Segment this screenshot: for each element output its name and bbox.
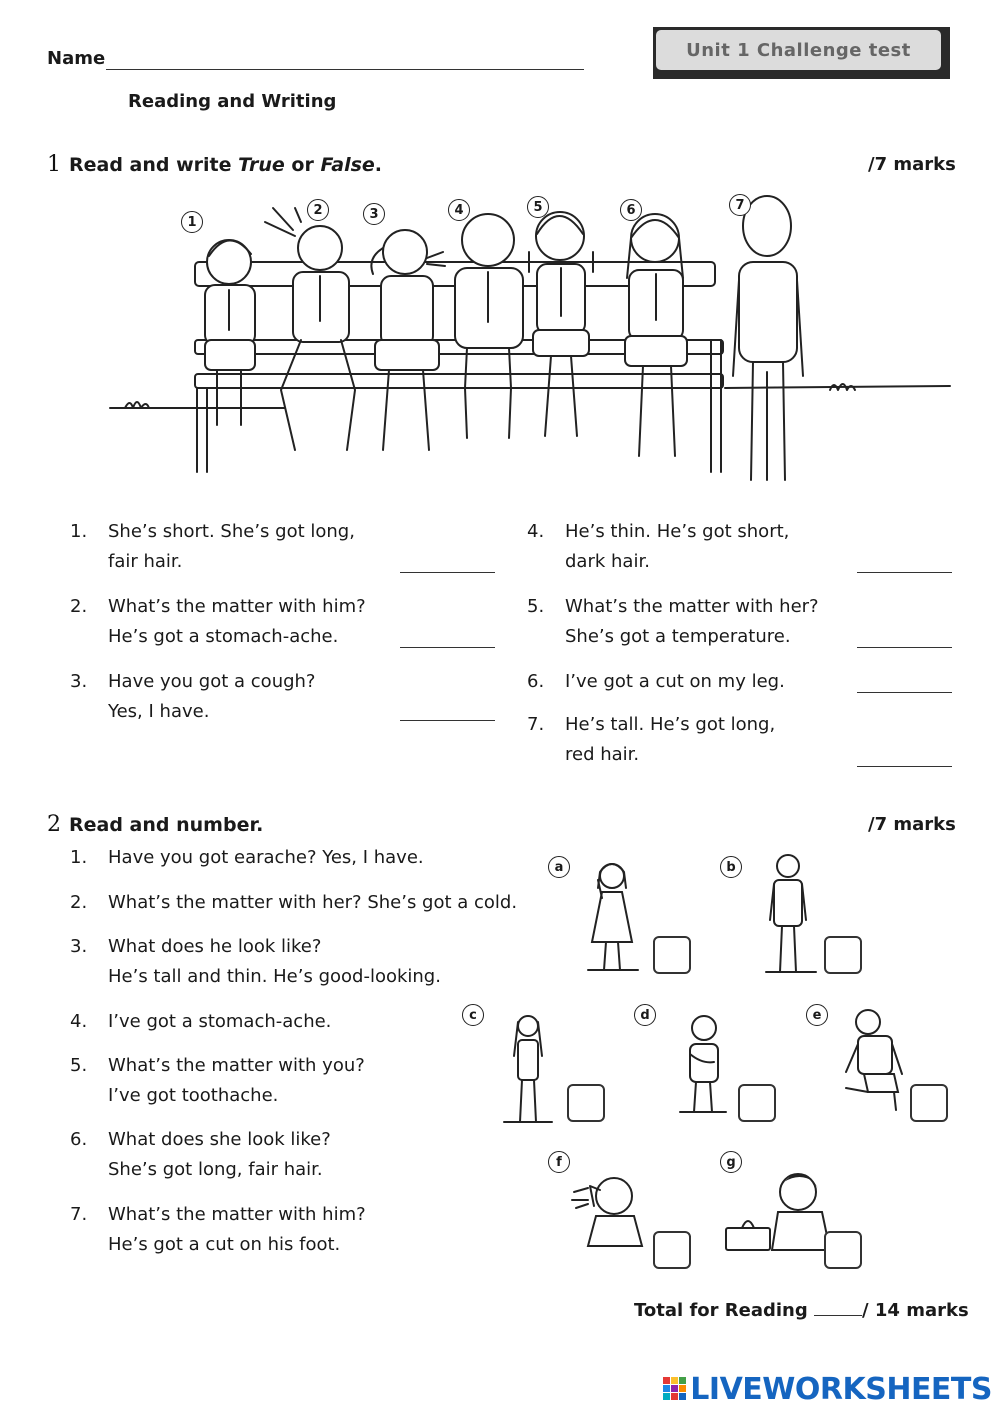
s1-answer-2[interactable] [400,647,495,648]
s1-answer-5[interactable] [857,647,952,648]
s1-answer-7[interactable] [857,766,952,767]
s1-q3-line2: Yes, I have. [108,701,210,722]
s2-sentence-4 [70,1007,470,1037]
s2-s6-line2: She’s got long, fair hair. [108,1159,323,1180]
s1-q3-line1: Have you got a cough? [108,671,316,692]
section2-number: 2 [47,812,61,837]
s1-q7-line2: red hair. [565,744,640,765]
liveworksheets-icon [662,1375,688,1405]
bench-illustration [105,190,955,500]
section1-title-false: False [320,154,375,176]
total-label: Total for Reading [634,1300,815,1321]
s1-q5-num: 5. [527,596,545,617]
s1-q2-line2: He’s got a stomach-ache. [108,626,339,647]
s1-answer-4[interactable] [857,572,952,573]
section1-marks: /7 marks [868,154,956,175]
man-7 [733,196,803,480]
section2-title-text: Read and number. [69,814,264,836]
s2-s6-num: 6. [70,1129,88,1150]
s2-sentence-2 [70,888,540,918]
s2-s1-num: 1. [70,847,88,868]
s1-answer-1[interactable] [400,572,495,573]
figure-label-6: 6 [620,199,642,221]
s1-question-2 [70,592,400,652]
picture-label-c: c [462,1004,484,1026]
total-reading [634,1300,969,1321]
s1-q6-num: 6. [527,671,545,692]
s2-s6-line1: What does she look like? [108,1129,331,1150]
section1-title-end: . [374,154,382,176]
child-6 [625,214,687,456]
s2-sentence-3 [70,932,540,992]
s1-q4-num: 4. [527,521,545,542]
s1-q1-line1: She’s short. She’s got long, [108,521,355,542]
s2-sentence-7 [70,1200,470,1260]
answer-box-a[interactable] [653,936,691,974]
s1-question-5 [527,592,857,652]
s1-answer-3[interactable] [400,720,495,721]
picture-b-tall-man [758,852,828,977]
total-max: / 14 marks [862,1300,969,1321]
s2-s4-line1: I’ve got a stomach-ache. [108,1011,332,1032]
s2-s5-num: 5. [70,1055,88,1076]
s1-q1-num: 1. [70,521,88,542]
child-1 [205,240,255,425]
total-score-field[interactable] [814,1315,862,1316]
picture-d-boy-stomach-ache [670,1010,732,1120]
s2-s7-num: 7. [70,1204,88,1225]
child-2 [265,208,355,450]
s2-s3-line2: He’s tall and thin. He’s good-looking. [108,966,441,987]
picture-label-g: g [720,1151,742,1173]
picture-label-d: d [634,1004,656,1026]
s1-q4-line1: He’s thin. He’s got short, [565,521,790,542]
section1-title-text: Read and write [69,154,239,176]
name-field[interactable] [106,69,584,70]
section1-title-or: or [284,154,321,176]
s2-s2-line1: What’s the matter with her? She’s got a cold. [108,892,518,913]
s2-s7-line2: He’s got a cut on his foot. [108,1234,341,1255]
figure-label-2: 2 [307,199,329,221]
answer-box-b[interactable] [824,936,862,974]
s1-q3-num: 3. [70,671,88,692]
picture-a-girl-earache [580,858,650,976]
liveworksheets-logo [662,1372,992,1407]
s1-q6-line1: I’ve got a cut on my leg. [565,671,785,692]
answer-box-g[interactable] [824,1231,862,1269]
picture-label-e: e [806,1004,828,1026]
s1-question-4 [527,517,857,577]
picture-e-boy-cut-foot [838,1004,914,1116]
picture-label-a: a [548,856,570,878]
s1-question-1 [70,517,400,577]
picture-c-girl-long-hair [500,1010,560,1130]
unit-badge [653,27,950,79]
s2-sentence-1 [70,843,540,873]
figure-label-5: 5 [527,196,549,218]
child-5 [529,212,593,436]
s2-s4-num: 4. [70,1011,88,1032]
s2-s7-line1: What’s the matter with him? [108,1204,366,1225]
s1-question-7 [527,710,857,770]
picture-label-b: b [720,856,742,878]
s1-q5-line2: She’s got a temperature. [565,626,791,647]
picture-g-girl-cold [716,1166,834,1256]
section2-title [47,812,263,837]
liveworksheets-logo-text: LIVEWORKSHEETS [690,1372,992,1407]
picture-label-f: f [548,1151,570,1173]
figure-label-1: 1 [181,211,203,233]
s2-s3-num: 3. [70,936,88,957]
child-4 [455,214,523,438]
answer-box-e[interactable] [910,1084,948,1122]
section1-title [47,152,382,177]
s1-question-6 [527,667,857,697]
answer-box-c[interactable] [567,1084,605,1122]
page-subtitle: Reading and Writing [128,91,337,112]
s1-q5-line1: What’s the matter with her? [565,596,819,617]
figure-label-3: 3 [363,203,385,225]
s2-s2-num: 2. [70,892,88,913]
s1-q7-line1: He’s tall. He’s got long, [565,714,776,735]
answer-box-f[interactable] [653,1231,691,1269]
s2-s5-line2: I’ve got toothache. [108,1085,279,1106]
section2-marks: /7 marks [868,814,956,835]
figure-label-4: 4 [448,199,470,221]
s2-sentence-6 [70,1125,470,1185]
s1-q2-num: 2. [70,596,88,617]
s2-s1-line1: Have you got earache? Yes, I have. [108,847,424,868]
s1-q4-line2: dark hair. [565,551,650,572]
section1-title-true: True [238,154,285,176]
s1-q1-line2: fair hair. [108,551,183,572]
unit-badge-label: Unit 1 Challenge test [656,30,941,70]
s1-q2-line1: What’s the matter with him? [108,596,366,617]
s1-answer-6[interactable] [857,692,952,693]
s2-s3-line1: What does he look like? [108,936,322,957]
picture-f-boy-earache [570,1168,656,1252]
s1-question-3 [70,667,400,727]
section1-number: 1 [47,152,61,177]
s2-s5-line1: What’s the matter with you? [108,1055,365,1076]
ground-line [110,386,950,408]
figure-label-7: 7 [729,194,751,216]
answer-box-d[interactable] [738,1084,776,1122]
name-label: Name [47,48,106,69]
s1-q7-num: 7. [527,714,545,735]
s2-sentence-5 [70,1051,470,1111]
